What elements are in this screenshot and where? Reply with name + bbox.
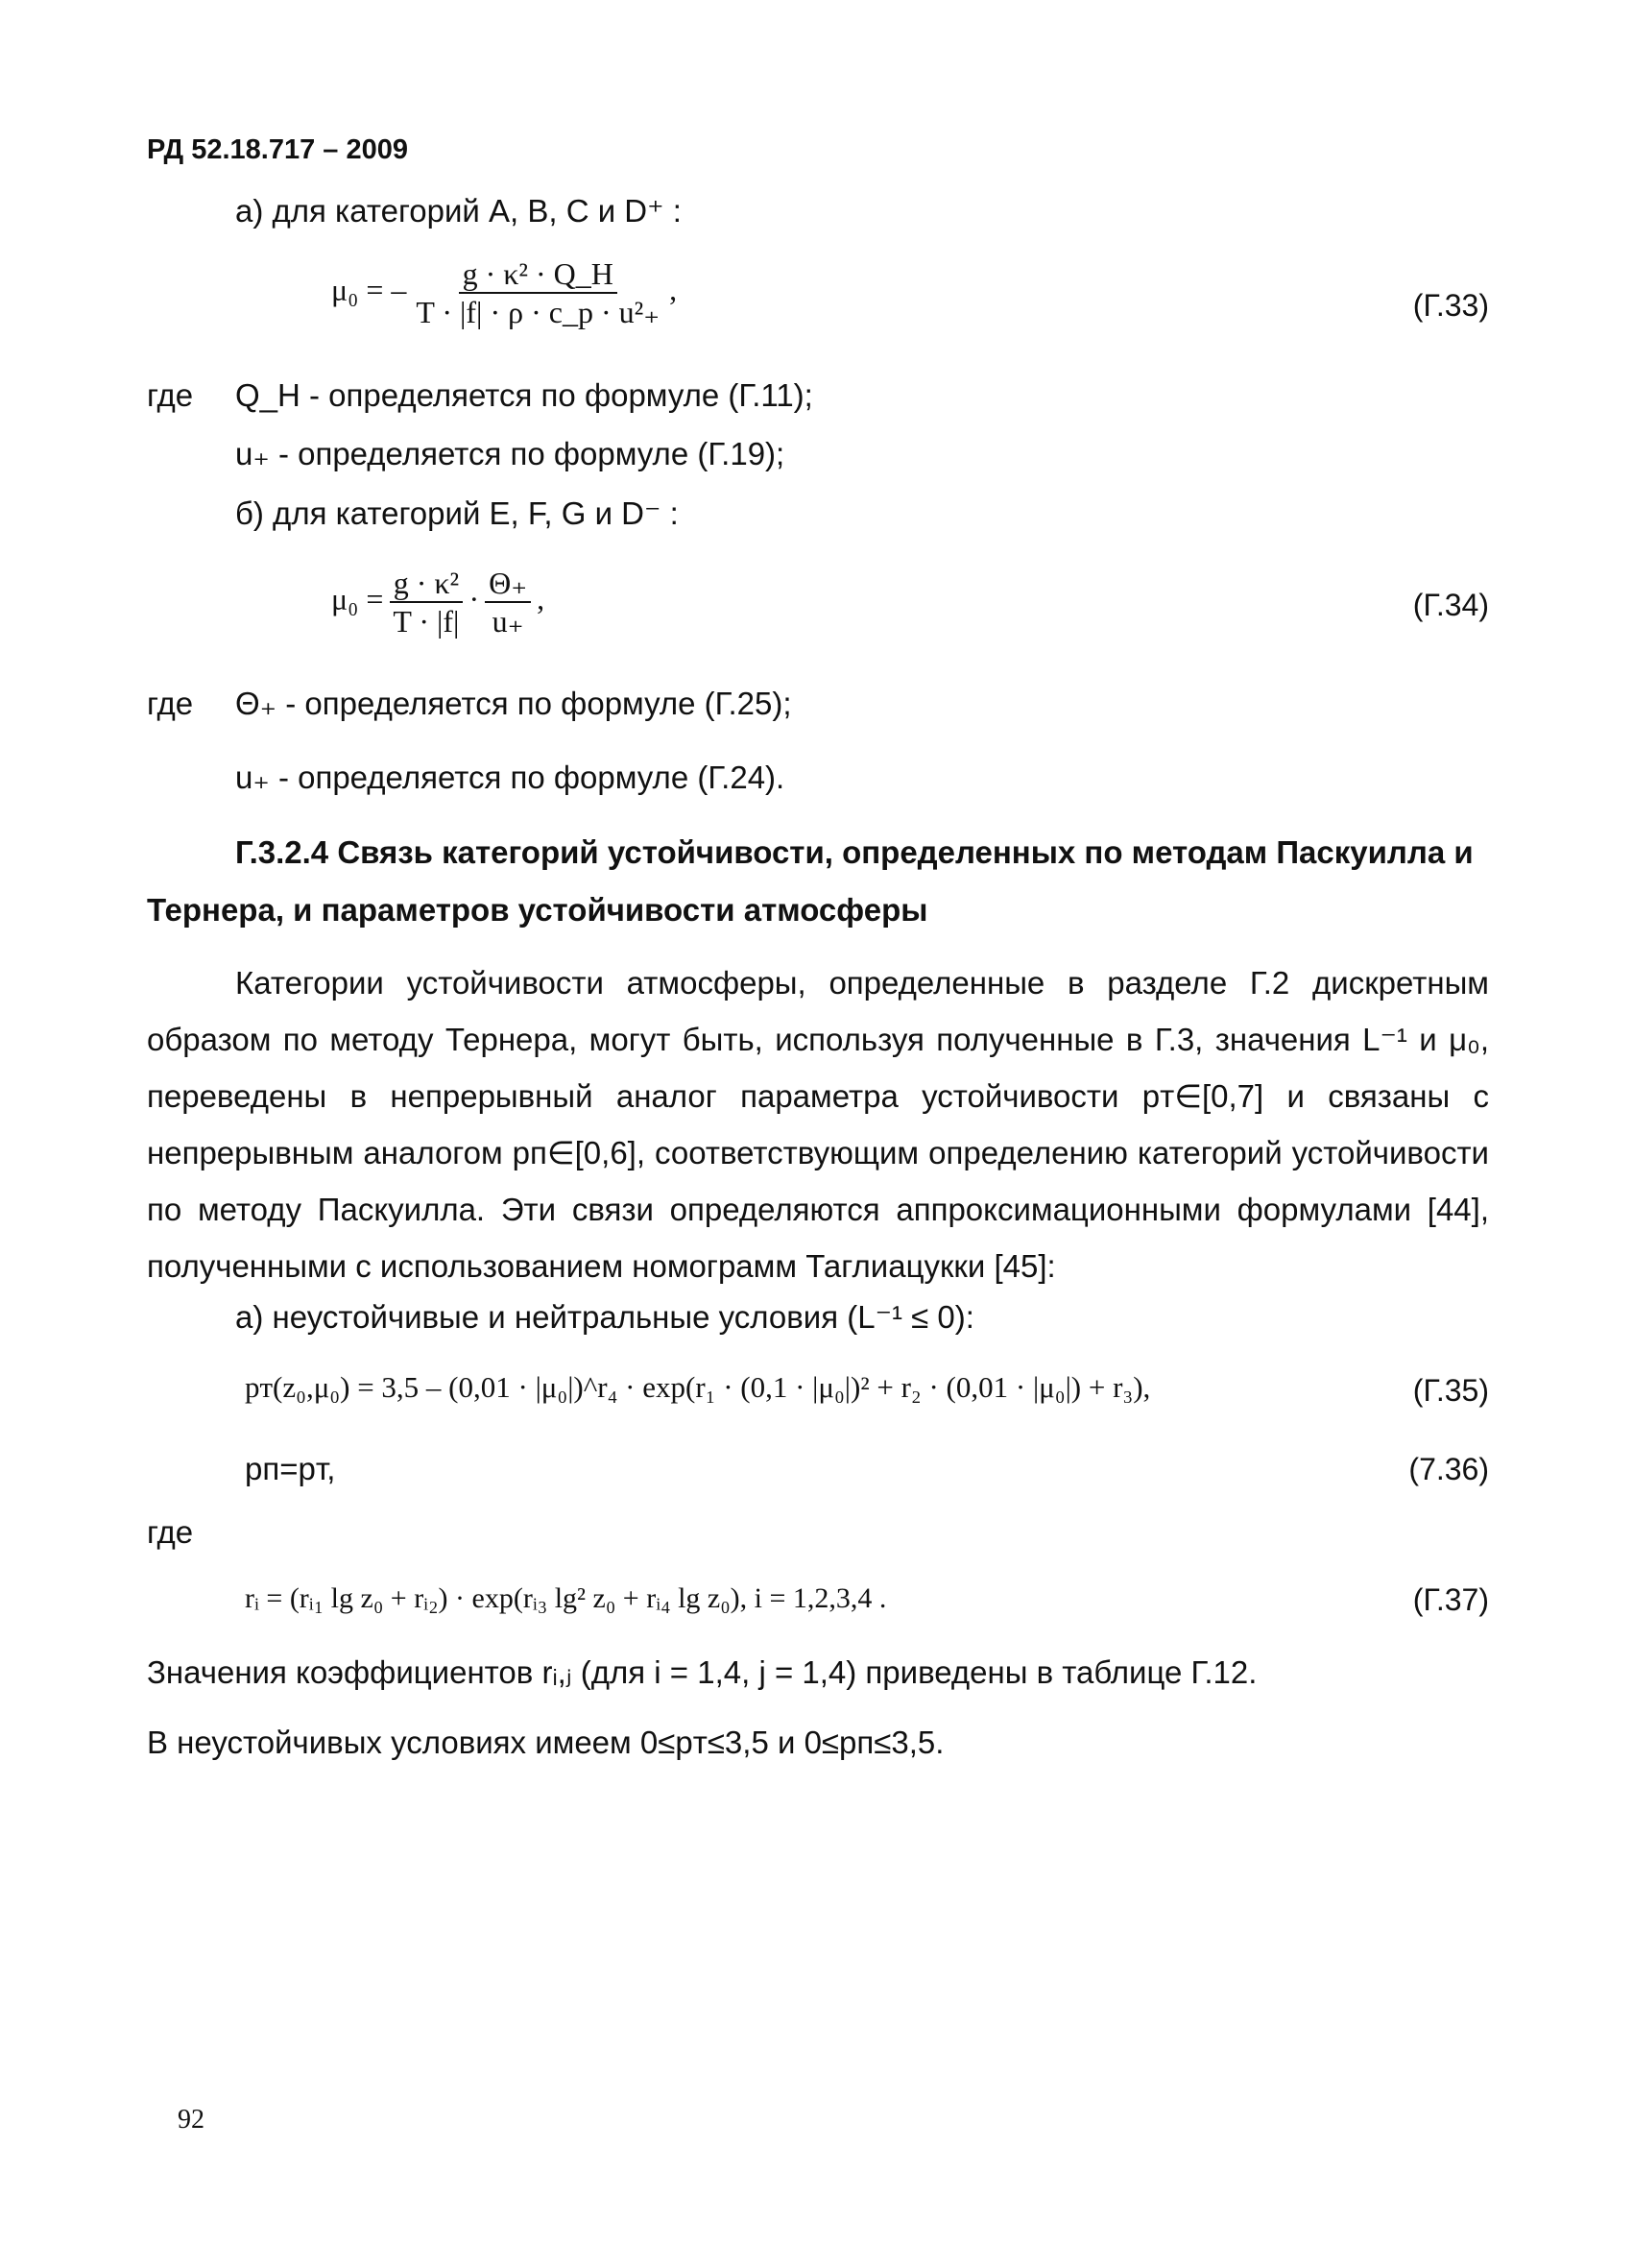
where-label-2: где <box>147 686 194 721</box>
where1-line2: u₊ - определяется по формуле (Г.19); <box>235 436 785 471</box>
eq33-number: (Г.33) <box>1412 288 1489 323</box>
section-heading-line2: Тернера, и параметров устойчивости атмосферы <box>147 892 928 928</box>
equation-g35: pт(z₀,μ₀) = 3,5 – (0,01 · |μ₀|)^r₄ · exp(r₁ · (0,1 · |μ₀|)² + r₂ · (0,01 · |μ₀|) + r₃), <box>245 1370 1151 1404</box>
equation-g37: rᵢ = (rᵢ₁ lg z₀ + rᵢ₂) · exp(rᵢ₃ lg² z₀ + rᵢ₄ lg z₀), i = 1,2,3,4 . <box>245 1582 887 1614</box>
where2-line2: u₊ - определяется по формуле (Г.24). <box>235 760 785 795</box>
item-a-label: а) для категорий А, В, С и D⁺ : <box>235 193 682 229</box>
eq34-lhs: μ₀ = <box>331 581 384 616</box>
eq33-lhs: μ₀ = – <box>331 272 407 307</box>
paragraph-line: образом по методу Тернера, могут быть, используя полученные в Г.3, значения L⁻¹ и μ₀, <box>147 1022 1489 1057</box>
eq34-numerator-2: Θ₊ <box>485 567 531 603</box>
eq33-fraction <box>412 257 663 328</box>
eq35-number: (Г.35) <box>1412 1373 1489 1408</box>
paragraph-line: полученными с использованием номограмм Таглиацукки [45]: <box>147 1248 1056 1284</box>
item-a2-label: а) неустойчивые и нейтральные условия (L⁻¹ ≤ 0): <box>235 1299 974 1335</box>
where-label-3: где <box>147 1514 194 1550</box>
section-heading-line1: Г.3.2.4 Связь категорий устойчивости, определенных по методам Паскуилла и <box>235 834 1474 870</box>
eq34-denominator-1: T · |f| <box>393 604 460 639</box>
equation-736: pп=pт, <box>245 1451 336 1486</box>
unstable-conditions-note: В неустойчивых условиях имеем 0≤pт≤3,5 и 0≤pп≤3,5. <box>147 1725 945 1760</box>
eq33-denominator: T · |f| · ρ · c_p · u²₊ <box>416 295 660 329</box>
page-number: 92 <box>178 2105 204 2135</box>
equation-g33 <box>331 257 677 328</box>
item-b-label: б) для категорий E, F, G и D⁻ : <box>235 495 679 531</box>
eq36-number: (7.36) <box>1408 1452 1489 1486</box>
where2-line1: Θ₊ - определяется по формуле (Г.25); <box>235 686 792 721</box>
eq34-fraction-2 <box>485 567 531 638</box>
eq37-number: (Г.37) <box>1412 1582 1489 1617</box>
body-paragraph <box>147 954 1489 1294</box>
eq34-tail: , <box>537 581 545 616</box>
eq34-number: (Г.34) <box>1412 588 1489 622</box>
equation-g34: μ₀ = $\frac{\text{g · κ²}}{T \cdot |f|}$ · $\frac{\Theta_+}{u_+}$ , <box>331 566 545 639</box>
eq34-numerator-1: g · κ² <box>390 567 463 603</box>
paragraph-line: Категории устойчивости атмосферы, определенные в разделе Г.2 дискретным <box>235 965 1489 1001</box>
eq34-denominator-2: u₊ <box>492 604 524 639</box>
eq33-tail: , <box>669 272 678 307</box>
eq33-numerator: g · κ² · Q_H <box>459 257 617 294</box>
where1-line1: Q_H - определяется по формуле (Г.11); <box>235 377 813 413</box>
paragraph-line: непрерывным аналогом pп∈[0,6], соответствующим определению категорий устойчивости <box>147 1135 1489 1170</box>
coefficients-note: Значения коэффициентов rᵢ,ⱼ (для i = 1,4, j = 1,4) приведены в таблице Г.12. <box>147 1654 1258 1690</box>
paragraph-line: переведены в непрерывный аналог параметра устойчивости pт∈[0,7] и связаны с <box>147 1078 1489 1114</box>
document-code: РД 52.18.717 – 2009 <box>147 134 409 165</box>
where-label-1: где <box>147 377 194 413</box>
eq34-fraction-1 <box>389 567 463 638</box>
paragraph-line: по методу Паскуилла. Эти связи определяются аппроксимационными формулами [44], <box>147 1192 1489 1227</box>
